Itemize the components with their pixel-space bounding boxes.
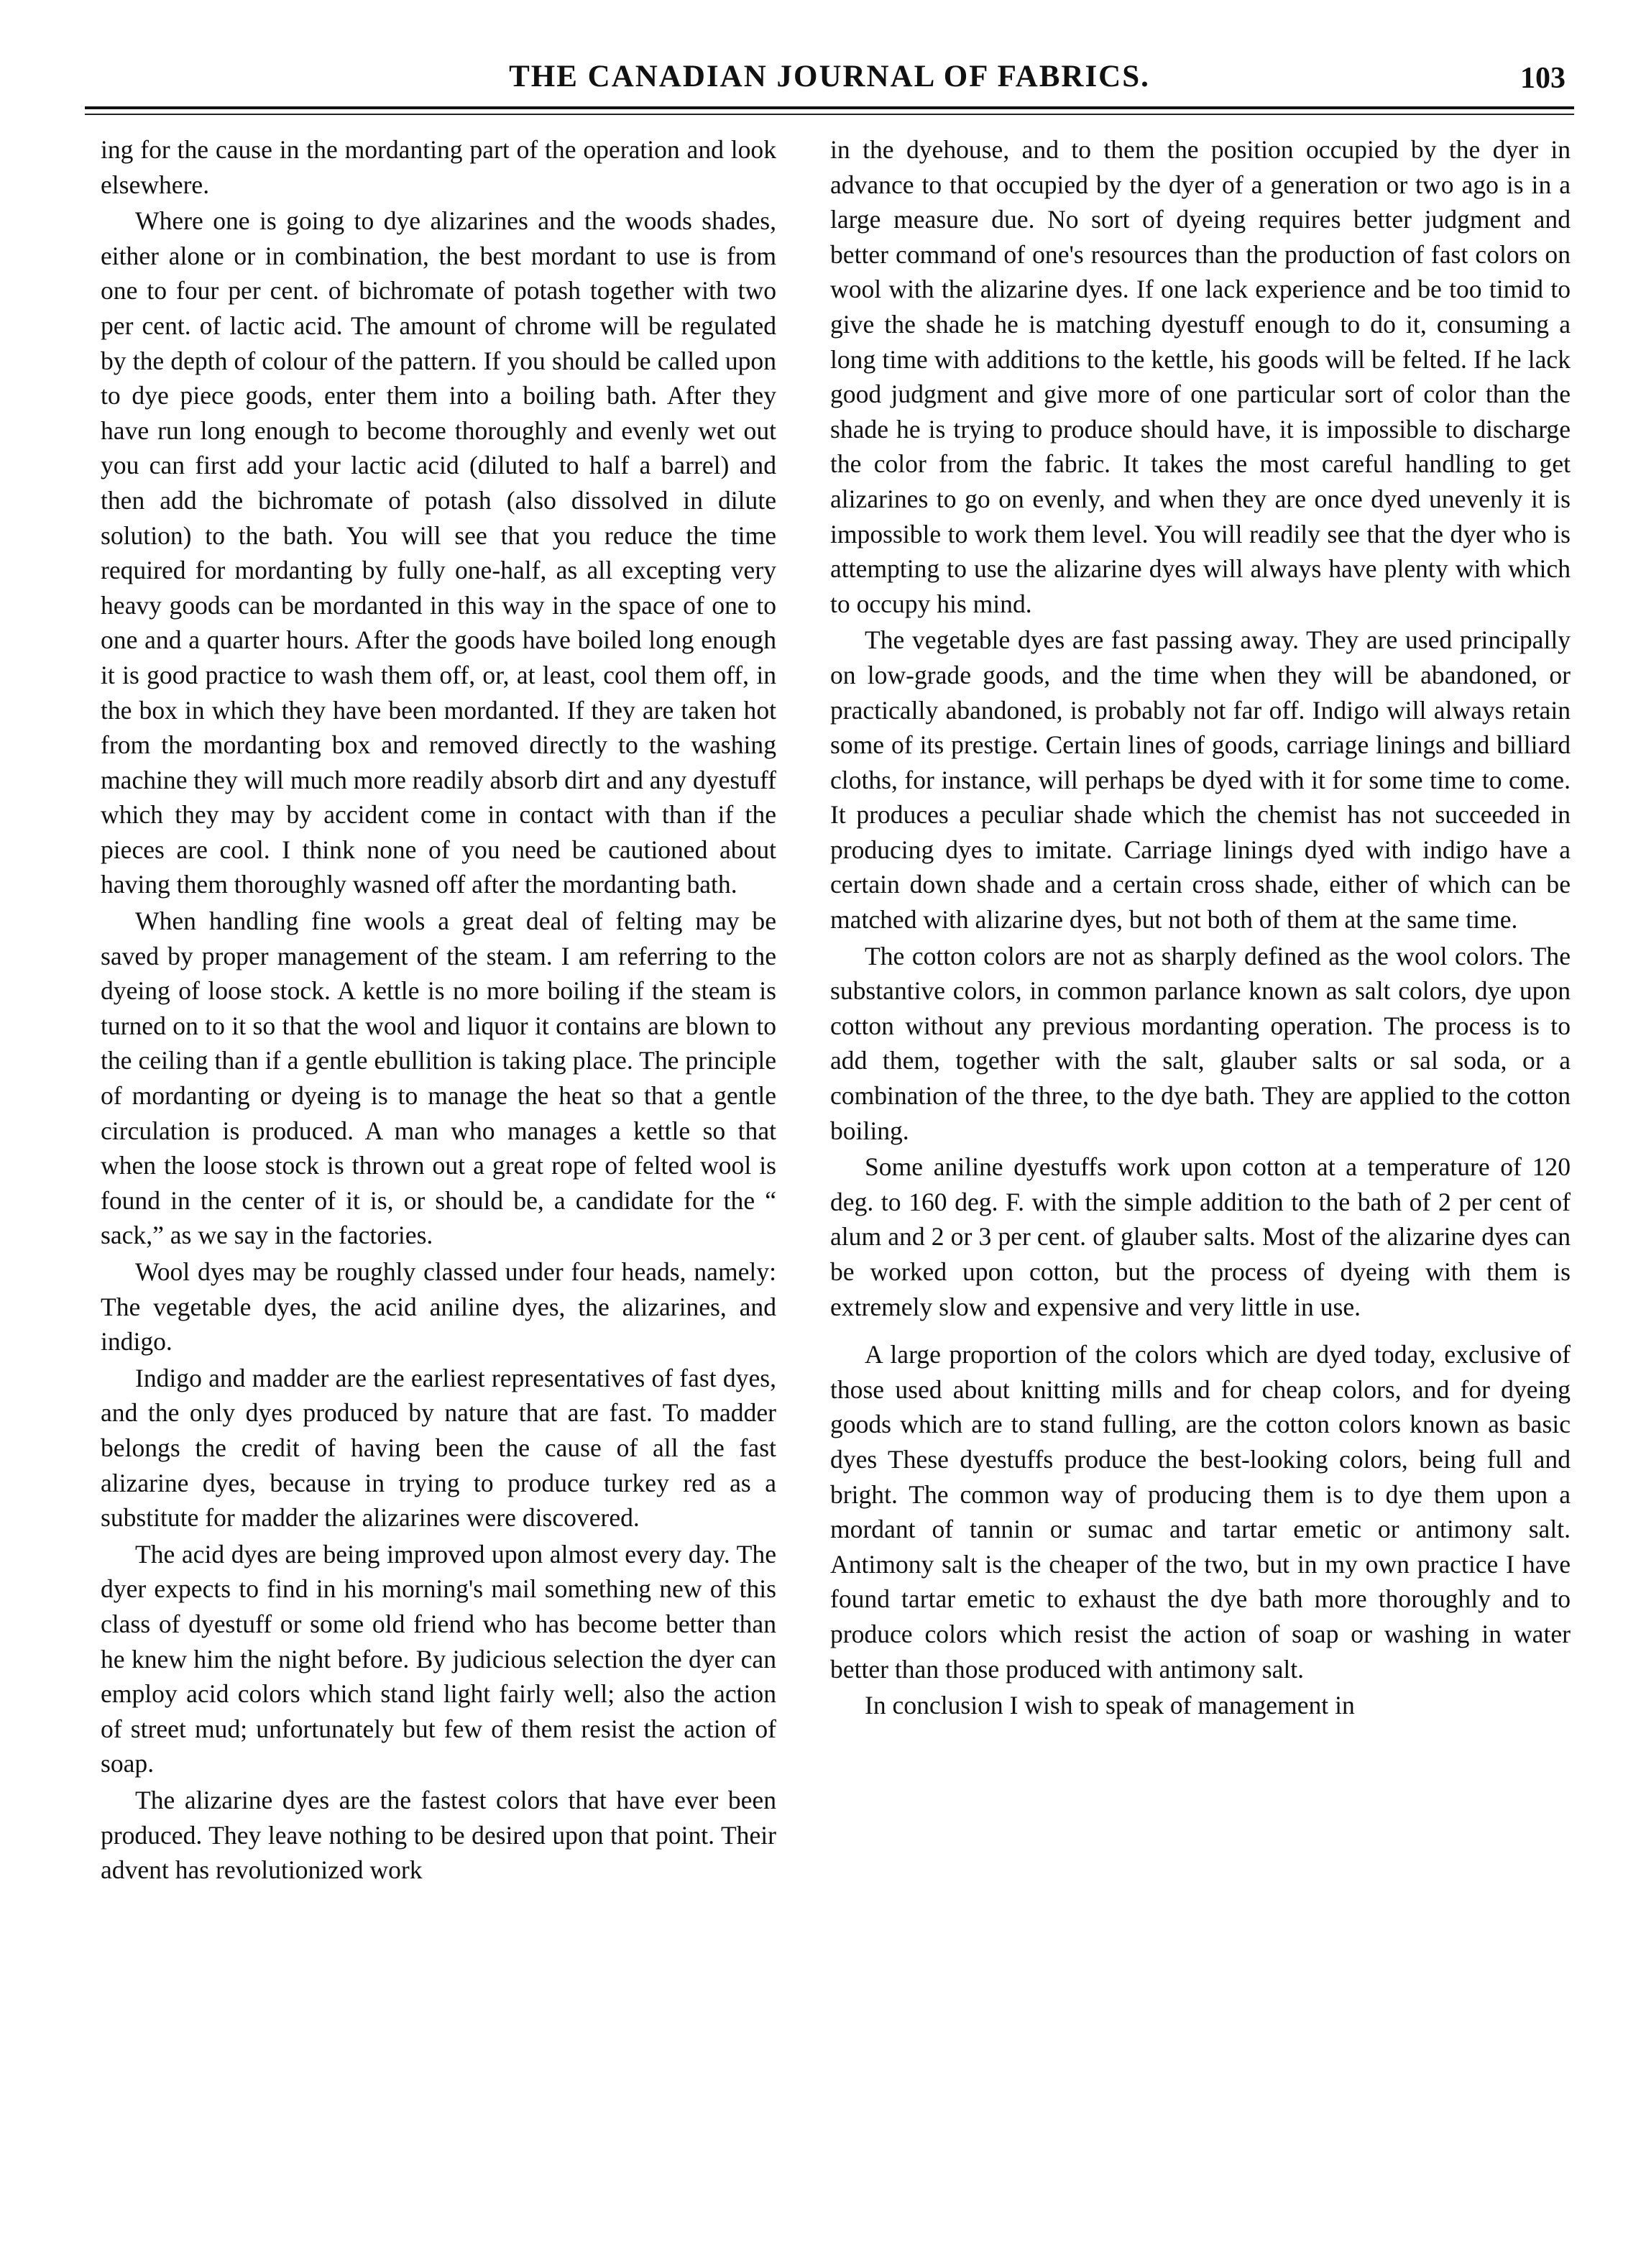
journal-title: THE CANADIAN JOURNAL OF FABRICS.	[509, 60, 1150, 93]
paragraph: Some aniline dyestuffs work upon cotton at a temperature of 120 deg. to 160 deg. F. with the simple addition to the bath of 2 per cent of alum and 2 or 3 per cent. of glauber salts. Most of the alizarine dyes can be worked upon cotton, but the process of dyeing with them is extremely slow and expensive and very little in use.	[830, 1152, 1571, 1321]
paragraph: The alizarine dyes are the fastest colors that have ever been produced. They leave nothing to be desired upon that point. Their advent has revolutionized work	[101, 1785, 776, 1885]
paragraph: Wool dyes may be roughly classed under four heads, namely: The vegetable dyes, the acid aniline dyes, the alizarines, and indigo.	[101, 1257, 776, 1356]
paragraph: in the dyehouse, and to them the position occupied by the dyer in advance to that occupied by the dyer of a generation or two ago is in a large measure due. No sort of dyeing requires better judgment and better command of one's resources than the production of fast colors on wool with the alizarine dyes. If one lack experience and be too timid to give the shade he is matching dyestuff enough to do it, consuming a long time with additions to the kettle, his goods will be felted. If he lack good judgment and give more of one particular sort of color than the shade he is trying to produce should have, it is impossible to discharge the color from the fabric. It takes the most careful handling to get alizarines to go on evenly, and when they are once dyed unevenly it is impossible to work them level. You will readily see that the dyer who is attempting to use the alizarine dyes will always have plenty with which to occupy his mind.	[830, 135, 1571, 618]
paragraph: The cotton colors are not as sharply defined as the wool colors. The substantive colors, in common parlance known as salt colors, dye upon cotton without any previous mordanting operation. The process is to add them, together with the salt, glauber salts or sal soda, or a combination of the three, to the dye bath. They are applied to the cotton boiling.	[830, 941, 1571, 1145]
paragraph: When handling fine wools a great deal of felting may be saved by proper management of the steam. I am referring to the dyeing of loose stock. A kettle is no more boiling if the steam is turned on to it so that the wool and liquor it contains are blown to the ceiling than if a gentle ebullition is taking place. The principle of mordanting or dyeing is to manage the heat so that a gentle circulation is produced. A man who manages a kettle so that when the loose stock is thrown out a great rope of felted wool is found in the center of it is, or should be, a candidate for the “ sack,” as we say in the factories.	[101, 906, 776, 1250]
paragraph: In conclusion I wish to speak of management in	[865, 1691, 1355, 1720]
right-column	[830, 132, 1571, 1723]
paragraph: The acid dyes are being improved upon almost every day. The dyer expects to find in his morning's mail something new of this class of dyestuff or some old friend who has become better than he knew him the night before. By judicious selection the dyer can employ acid colors which stand light fairly well; also the action of street mud; unfortunately but few of them resist the action of soap.	[101, 1539, 776, 1778]
paragraph: A large proportion of the colors which are dyed today, exclusive of those used about knitting mills and for cheap colors, and for dyeing goods which are to stand fulling, are the cotton colors known as basic dyes These dyestuffs produce the best-looking colors, being full and bright. The common way of producing them is to dye them upon a mordant of tannin or sumac and tartar emetic or antimony salt. Antimony salt is the cheaper of the two, but in my own practice I have found tartar emetic to exhaust the dye bath more thoroughly and to produce colors which resist the action of soap or washing in water better than those produced with antimony salt.	[830, 1340, 1571, 1684]
page-header	[85, 56, 1574, 106]
paragraph: Where one is going to dye alizarines and the woods shades, either alone or in combination, the best mordant to use is from one to four per cent. of bichromate of potash together with two per cent. of lactic acid. The amount of chrome will be regulated by the depth of colour of the pattern. If you should be called upon to dye piece goods, enter them into a boiling bath. After they have run long enough to become thoroughly and evenly wet out you can first add your lactic acid (diluted to half a barrel) and then add the bichromate of potash (also dissolved in dilute solution) to the bath. You will see that you reduce the time required for mordanting by fully one-half, as all excepting very heavy goods can be mordanted in this way in the space of one to one and a quarter hours. After the goods have boiled long enough it is good practice to wash them off, or, at least, cool them off, in the box in which they have been mordanted. If they are taken hot from the mordanting box and removed directly to the washing machine they will much more readily absorb dirt and any dyestuff which they may by accident come in contact with than if the pieces are cool. I think none of you need be cautioned about having them thoroughly wasned off after the mordanting bath.	[101, 206, 776, 899]
left-column	[101, 132, 776, 1888]
column-gutter	[803, 135, 804, 2148]
header-rule	[85, 106, 1574, 109]
paragraph: Indigo and madder are the earliest representatives of fast dyes, and the only dyes produced by nature that are fast. To madder belongs the credit of having been the cause of all the fast alizarine dyes, because in trying to produce turkey red as a substitute for madder the alizarines were discovered.	[101, 1363, 776, 1533]
paragraph: ing for the cause in the mordanting part of the operation and look elsewhere.	[101, 135, 776, 199]
paragraph: The vegetable dyes are fast passing away. They are used principally on low-grade goods, and the time when they will be abandoned, or practically abandoned, is probably not far off. Indigo will always retain some of its prestige. Certain lines of goods, carriage linings and billiard cloths, for instance, will perhaps be dyed with it for some time to come. It produces a peculiar shade which the chemist has not succeeded in producing dyes to imitate. Carriage linings dyed with indigo have a certain down shade and a certain cross shade, either of which can be matched with alizarine dyes, but not both of them at the same time.	[830, 625, 1571, 935]
header-rule-thin	[85, 114, 1574, 115]
page-number: 103	[1520, 62, 1565, 95]
